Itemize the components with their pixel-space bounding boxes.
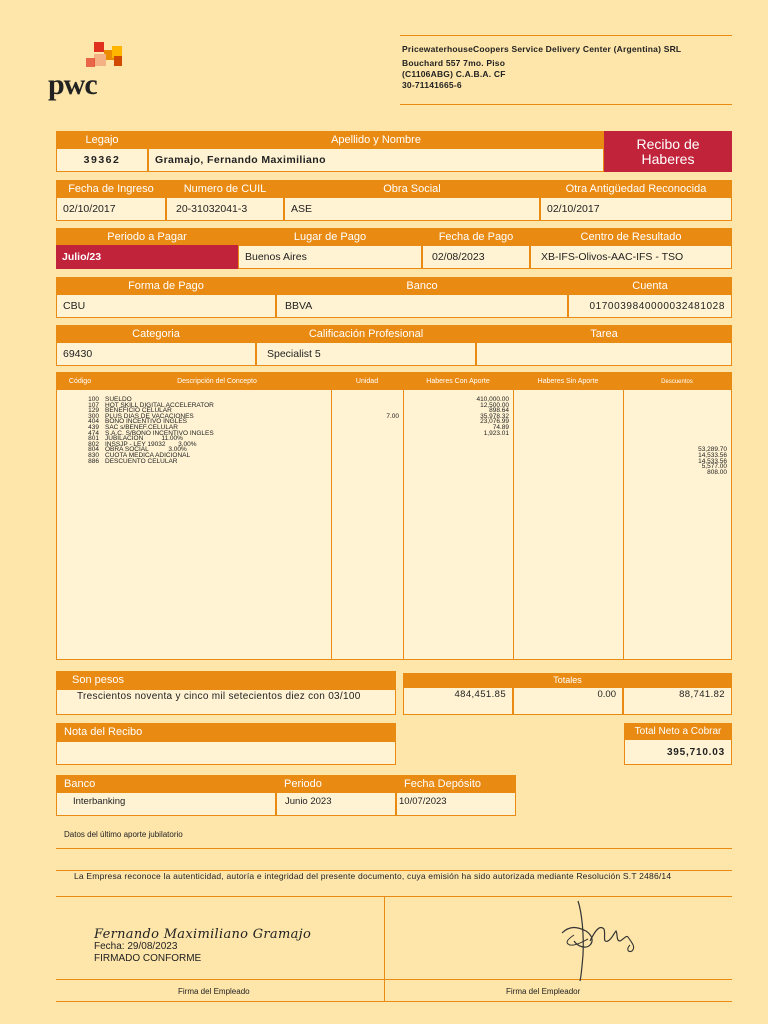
header-cuil: Numero de CUIL: [166, 180, 284, 197]
periodo-value: Julio/23: [56, 245, 238, 269]
deposito-fecha-value: 10/07/2023: [396, 792, 516, 816]
pwc-logo-text: pwc: [48, 68, 97, 101]
fecha-pago-value: 02/08/2023: [422, 245, 530, 269]
total-con-aporte: 484,451.85: [403, 687, 513, 715]
header-categoria: Categoria: [56, 325, 256, 342]
neto-header: Total Neto a Cobrar: [624, 723, 732, 739]
deposito-periodo-value: Junio 2023: [276, 792, 396, 816]
obra-value: ASE: [284, 197, 540, 221]
company-name: PricewaterhouseCoopers Service Delivery Center (Argentina) SRL: [402, 44, 682, 54]
con-aporte-column: 410,000.00 12,500.00 898.64 35,978.32 23,076.99 74.89 1,923.01: [476, 396, 509, 437]
receipt-title: Recibo de Haberes: [604, 131, 732, 172]
deposito-fecha-label: Fecha Depósito: [404, 777, 482, 790]
col-descuentos-header: Descuentos: [623, 373, 731, 390]
deposito-periodo-label: Periodo: [284, 777, 322, 790]
col-divider: [331, 390, 332, 659]
company-cuit: 30-71141665-6: [402, 80, 462, 90]
aporte-line: [56, 848, 732, 849]
nota-header: [56, 723, 396, 741]
employee-signature-label: Firma del Empleado: [178, 987, 250, 996]
deposito-header-banco: [56, 775, 276, 792]
header-calificacion: Calificación Profesional: [256, 325, 476, 342]
deposito-header-fecha: [396, 775, 516, 792]
company-address2: (C1106ABG) C.A.B.A. CF: [402, 69, 506, 79]
header-ingreso: Fecha de Ingreso: [56, 180, 166, 197]
employee-signature-name: Fernando Maximiliano Gramajo: [94, 927, 312, 942]
header-centro: Centro de Resultado: [530, 228, 732, 245]
aporte-label: Datos del último aporte jubilatorio: [64, 830, 183, 839]
pwc-logo: [46, 40, 126, 102]
nota-label: Nota del Recibo: [64, 726, 143, 738]
tarea-value: [476, 342, 732, 366]
concept-table: [56, 372, 732, 660]
unidad-column: 7.00: [386, 412, 399, 420]
col-divider: [623, 390, 624, 659]
nota-value: [56, 741, 396, 765]
header-fecha-pago: Fecha de Pago: [422, 228, 530, 245]
col-divider: [403, 390, 404, 659]
legal-text: La Empresa reconoce la autenticidad, autoría e integridad del presente documento, cuya emisión ha sido autorizada mediante Resolución S.T 2486/14: [74, 871, 672, 881]
deposito-banco-value: Interbanking: [56, 792, 276, 816]
col-sin-aporte-header: Haberes Sin Aporte: [513, 373, 623, 390]
cuenta-value: 0170039840000032481028: [568, 294, 732, 318]
legajo-value: 39362: [56, 148, 148, 172]
col-codigo-header: Código: [57, 373, 103, 390]
deposito-header-periodo: [276, 775, 396, 792]
header-obra: Obra Social: [284, 180, 540, 197]
centro-value: XB-IFS-Olivos-AAC-IFS - TSO: [530, 245, 732, 269]
ingreso-value: 02/10/2017: [56, 197, 166, 221]
company-top-line: [400, 35, 732, 36]
col-con-aporte-header: Haberes Con Aporte: [403, 373, 513, 390]
calificacion-value: Specialist 5: [256, 342, 476, 366]
header-nombre: Apellido y Nombre: [148, 131, 604, 148]
forma-value: CBU: [56, 294, 276, 318]
company-bottom-line: [400, 104, 732, 105]
total-sin-aporte: 0.00: [513, 687, 623, 715]
descriptions-column: SUELDO HOT SKILL DIGITAL ACCELERATOR BENEFICIO CELULAR PLUS DIAS DE VACACIONES BONO INCENTIVO INGLES SAC s/BENEF.CELULAR S.A.C. S/BONO INCENTIVO INGLES JUBILACION 11.00% INSSJP - LEY 19032 3.00% OBRA SOCIAL 3.00% CUOTA MEDICA ADICIONAL DESCUENTO CELULAR: [105, 396, 214, 465]
header-banco: Banco: [276, 277, 568, 294]
deposito-banco-label: Banco: [64, 777, 96, 790]
header-periodo: Periodo a Pagar: [56, 228, 238, 245]
lugar-value: Buenos Aires: [238, 245, 422, 269]
header-antiguedad: Otra Antigüedad Reconocida: [540, 180, 732, 197]
header-lugar: Lugar de Pago: [238, 228, 422, 245]
signature-conforme: FIRMADO CONFORME: [94, 953, 202, 964]
son-pesos-label: Son pesos: [72, 674, 124, 686]
col-descripcion-header: Descripción del Concepto: [103, 373, 331, 390]
pwc-logo-mark: [46, 40, 126, 70]
company-address1: Bouchard 557 7mo. Piso: [402, 58, 506, 68]
total-descuentos: 88,741.82: [623, 687, 732, 715]
son-pesos-value: Trescientos noventa y cinco mil setecientos diez con 03/100: [56, 689, 396, 715]
signature-date: Fecha: 29/08/2023: [94, 941, 178, 952]
totales-header: Totales: [403, 673, 732, 687]
col-divider: [513, 390, 514, 659]
antiguedad-value: 02/10/2017: [540, 197, 732, 221]
descuentos-column: 53,289.70 14,533.56 14,533.56 5,577.00 808.00: [698, 446, 727, 476]
codes-column: 100 107 129 300 404 439 474 801 802 804 830 886: [88, 396, 99, 465]
signature-divider: [384, 897, 385, 1002]
header-legajo: Legajo: [56, 131, 148, 148]
header-forma: Forma de Pago: [56, 277, 276, 294]
neto-value: 395,710.03: [624, 739, 732, 765]
employer-signature-label: Firma del Empleador: [506, 987, 581, 996]
company-info: [402, 44, 732, 91]
cuil-value: 20-31032041-3: [166, 197, 284, 221]
signature-box: [56, 896, 732, 1002]
employer-signature-scribble: [556, 895, 646, 985]
categoria-value: 69430: [56, 342, 256, 366]
banco-value: BBVA: [276, 294, 568, 318]
nombre-value: Gramajo, Fernando Maximiliano: [148, 148, 604, 172]
col-unidad-header: Unidad: [331, 373, 403, 390]
son-pesos-header: [56, 671, 396, 689]
header-tarea: Tarea: [476, 325, 732, 342]
header-cuenta: Cuenta: [568, 277, 732, 294]
